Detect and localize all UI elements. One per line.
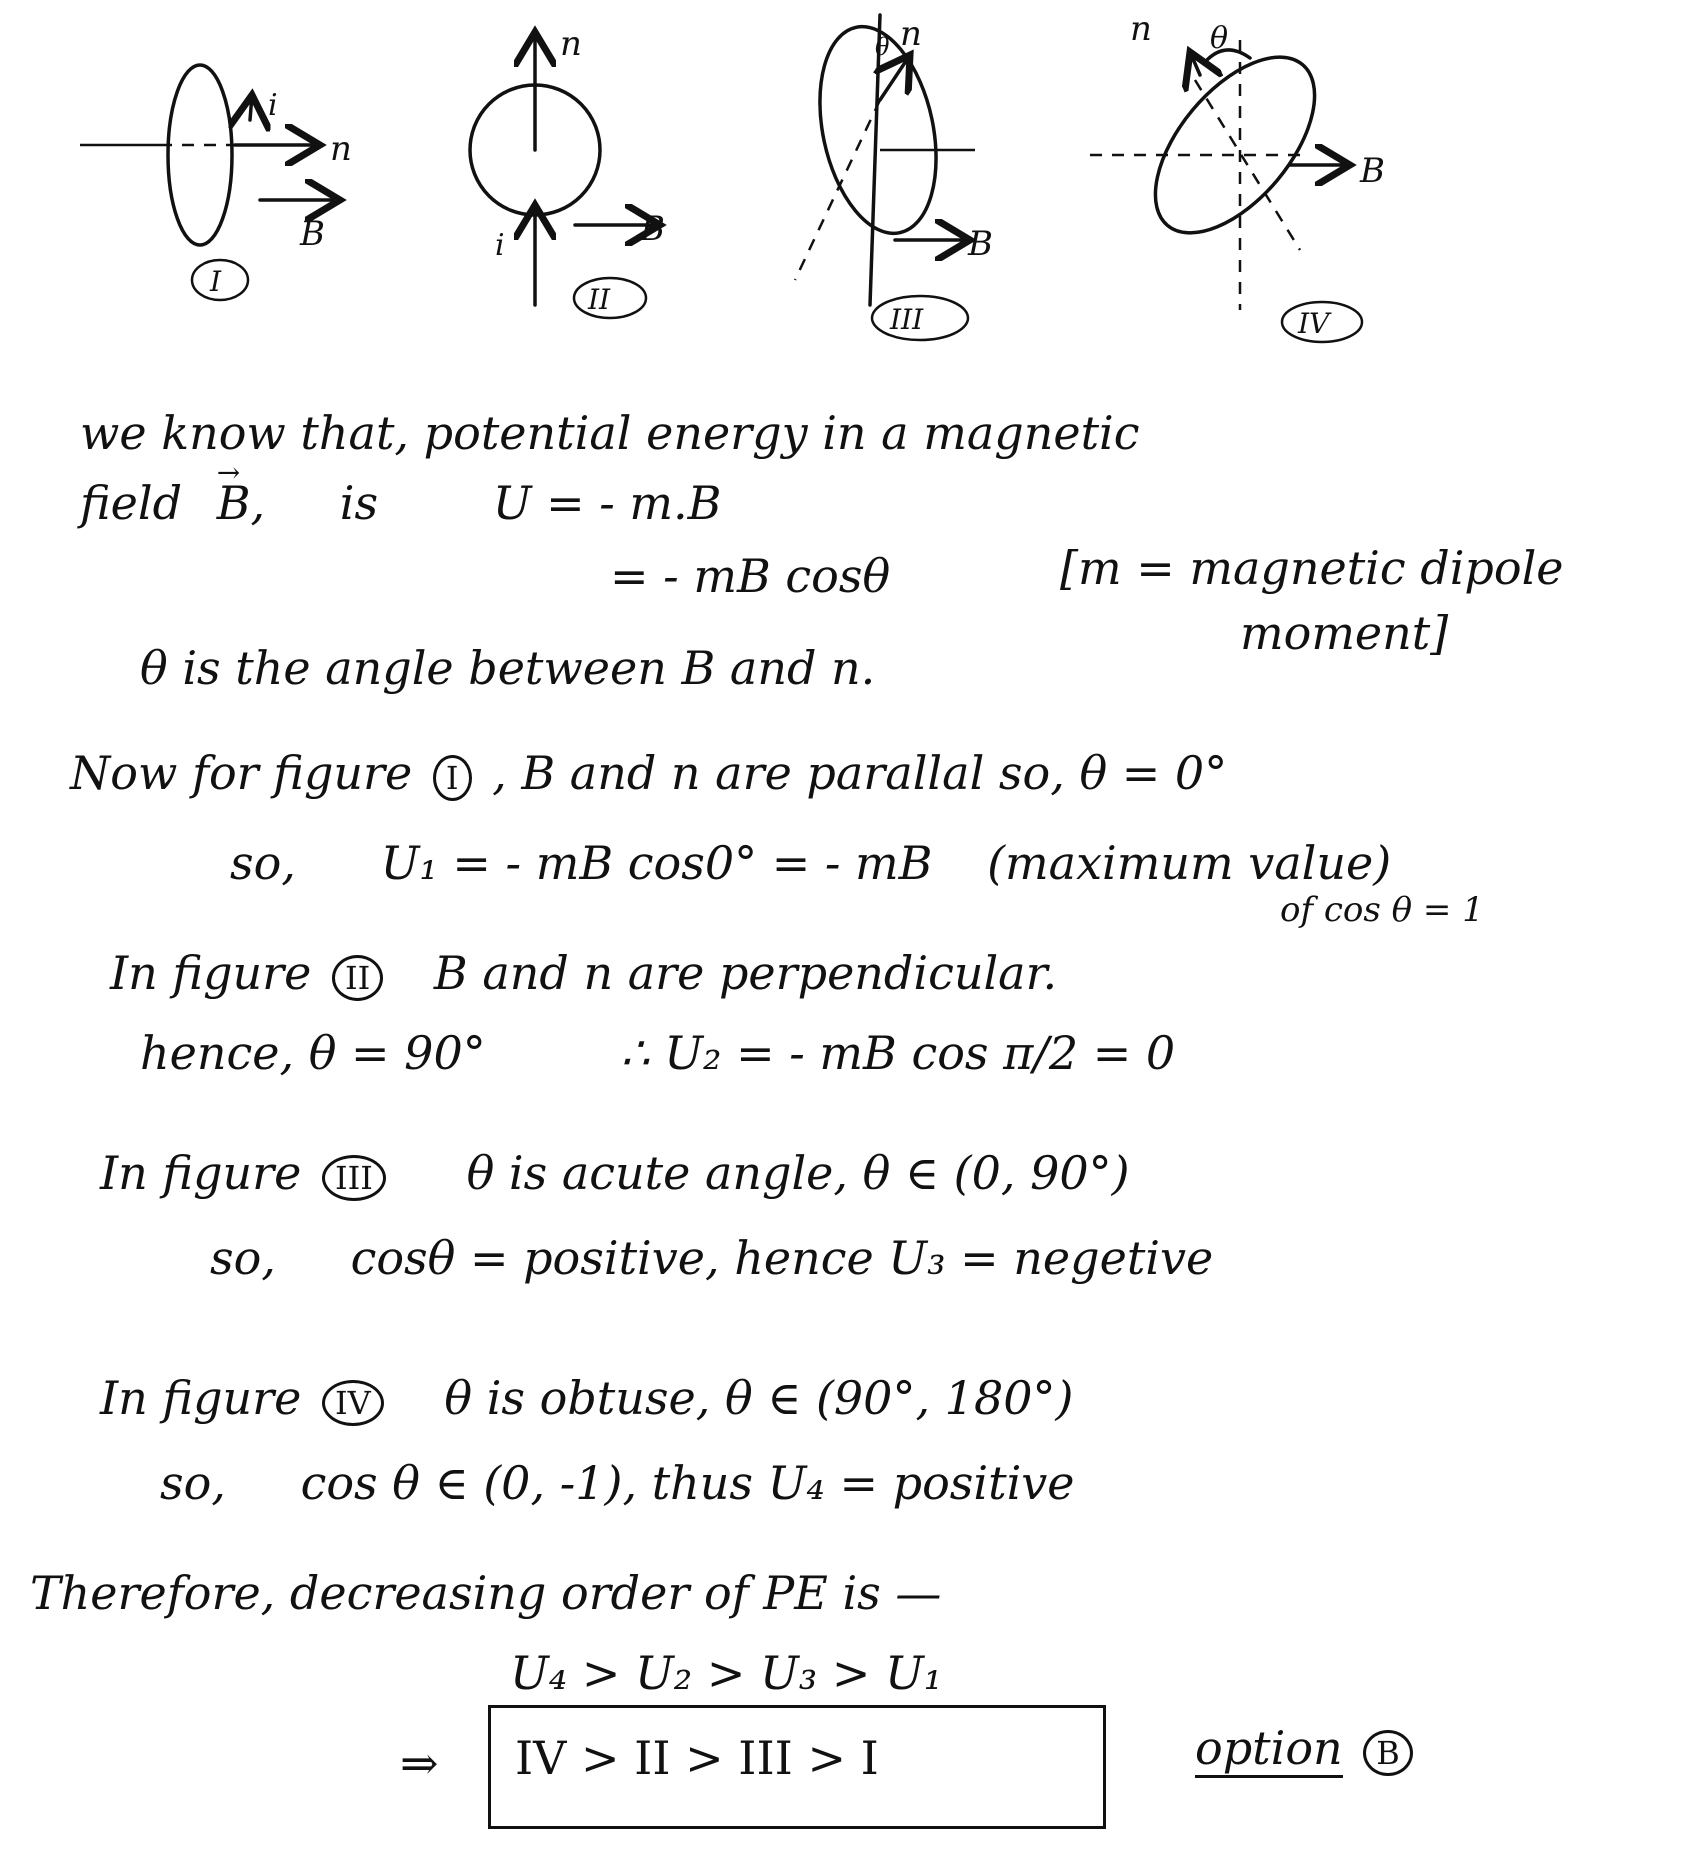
theta-90: hence, θ = 90° bbox=[140, 1026, 486, 1080]
fig4-normal bbox=[1195, 80, 1300, 250]
line-u1 bbox=[230, 835, 1391, 891]
line-u2 bbox=[140, 1025, 1175, 1081]
fig3-theta-label: θ bbox=[875, 33, 890, 61]
fig2-intro: In figure bbox=[110, 946, 312, 1000]
field-b-vector: → B, bbox=[217, 475, 265, 531]
u2-formula: ∴ U₂ = - mB cos π/2 = 0 bbox=[620, 1026, 1176, 1080]
figure-4 bbox=[1090, 9, 1385, 342]
figures-diagram bbox=[0, 0, 1700, 360]
fig1-i-label: i bbox=[268, 88, 278, 123]
line-potential-energy-intro: we know that, potential energy in a magnetic bbox=[80, 406, 1140, 460]
option-answer bbox=[1195, 1720, 1419, 1776]
fig4-theta-label: θ bbox=[1210, 21, 1229, 56]
figure-1 bbox=[80, 65, 352, 300]
option-letter: B bbox=[1363, 1730, 1413, 1776]
field-word: field bbox=[80, 476, 183, 530]
figure-2 bbox=[470, 24, 665, 318]
figure-3 bbox=[795, 14, 993, 340]
fig4-n-arrow bbox=[1190, 52, 1200, 75]
fig2-label: II bbox=[588, 283, 611, 316]
u4-text: cos θ ∈ (0, -1), thus U₄ = positive bbox=[300, 1456, 1075, 1510]
fig3-b-label: B bbox=[968, 224, 993, 264]
line-figure-4 bbox=[100, 1370, 1073, 1426]
fig3-acute-text: θ is acute angle, θ ∈ (0, 90°) bbox=[466, 1146, 1130, 1200]
fig4-intro: In figure bbox=[100, 1371, 302, 1425]
fig3-dashed-normal bbox=[795, 100, 880, 280]
fig4-b-label: B bbox=[1360, 151, 1385, 191]
line-u4 bbox=[160, 1455, 1075, 1511]
fig3-label: III bbox=[890, 303, 924, 336]
fig1-n-label: n bbox=[330, 129, 352, 169]
fig1-loop bbox=[168, 65, 232, 245]
fig3-n-label: n bbox=[900, 14, 922, 54]
line-figure-3 bbox=[100, 1145, 1130, 1201]
fig4-n-label: n bbox=[1130, 9, 1152, 49]
so-word-3: so, bbox=[210, 1231, 276, 1285]
fig2-i-label: i bbox=[495, 228, 505, 263]
fig4-label: IV bbox=[1298, 307, 1330, 340]
fig4-ref: IV bbox=[322, 1380, 384, 1426]
line-cos-one: of cos θ = 1 bbox=[1280, 890, 1484, 930]
line-u3 bbox=[210, 1230, 1213, 1286]
fig1-intro: Now for figure bbox=[70, 746, 413, 800]
fig4-obtuse-text: θ is obtuse, θ ∈ (90°, 180°) bbox=[444, 1371, 1074, 1425]
option-word: option bbox=[1195, 1721, 1343, 1778]
arrow-implies: ⇒ bbox=[400, 1736, 439, 1790]
fig1-current-arrow bbox=[250, 95, 252, 120]
fig1-b-label: B bbox=[300, 214, 325, 254]
u3-text: cosθ = positive, hence U₃ = negetive bbox=[350, 1231, 1214, 1285]
fig3-intro: In figure bbox=[100, 1146, 302, 1200]
line-therefore: Therefore, decreasing order of PE is — bbox=[30, 1566, 942, 1620]
pe-formula: U = - m.B bbox=[492, 476, 722, 530]
line-dipole-note: [m = magnetic dipole bbox=[1060, 541, 1564, 595]
line-order: U₄ > U₂ > U₃ > U₁ bbox=[510, 1646, 943, 1700]
fig1-label: I bbox=[210, 265, 222, 298]
so-word-1: so, bbox=[230, 836, 296, 890]
is-word: is bbox=[339, 476, 379, 530]
fig3-ref: III bbox=[322, 1155, 386, 1201]
final-order: IV > II > III > I bbox=[515, 1731, 879, 1785]
fig2-b-label: B bbox=[640, 209, 665, 249]
line-figure-2 bbox=[110, 945, 1057, 1001]
line-theta-definition: θ is the angle between B and n. bbox=[140, 641, 876, 695]
fig2-perpendicular-text: B and n are perpendicular. bbox=[433, 946, 1058, 1000]
fig3-n-arrow bbox=[880, 55, 910, 100]
so-word-4: so, bbox=[160, 1456, 226, 1510]
fig2-ref: II bbox=[332, 955, 383, 1001]
max-value-note: (maximum value) bbox=[987, 836, 1392, 890]
line-field-definition bbox=[80, 475, 721, 531]
line-pe-cos: = - mB cosθ bbox=[610, 549, 891, 603]
line-figure-1 bbox=[70, 745, 1227, 801]
u1-formula: U₁ = - mB cos0° = - mB bbox=[380, 836, 933, 890]
fig2-n-label: n bbox=[560, 24, 582, 64]
fig1-parallel-text: , B and n are parallal so, θ = 0° bbox=[492, 746, 1228, 800]
line-dipole-moment: moment] bbox=[1240, 606, 1449, 660]
fig1-ref: I bbox=[433, 755, 472, 801]
